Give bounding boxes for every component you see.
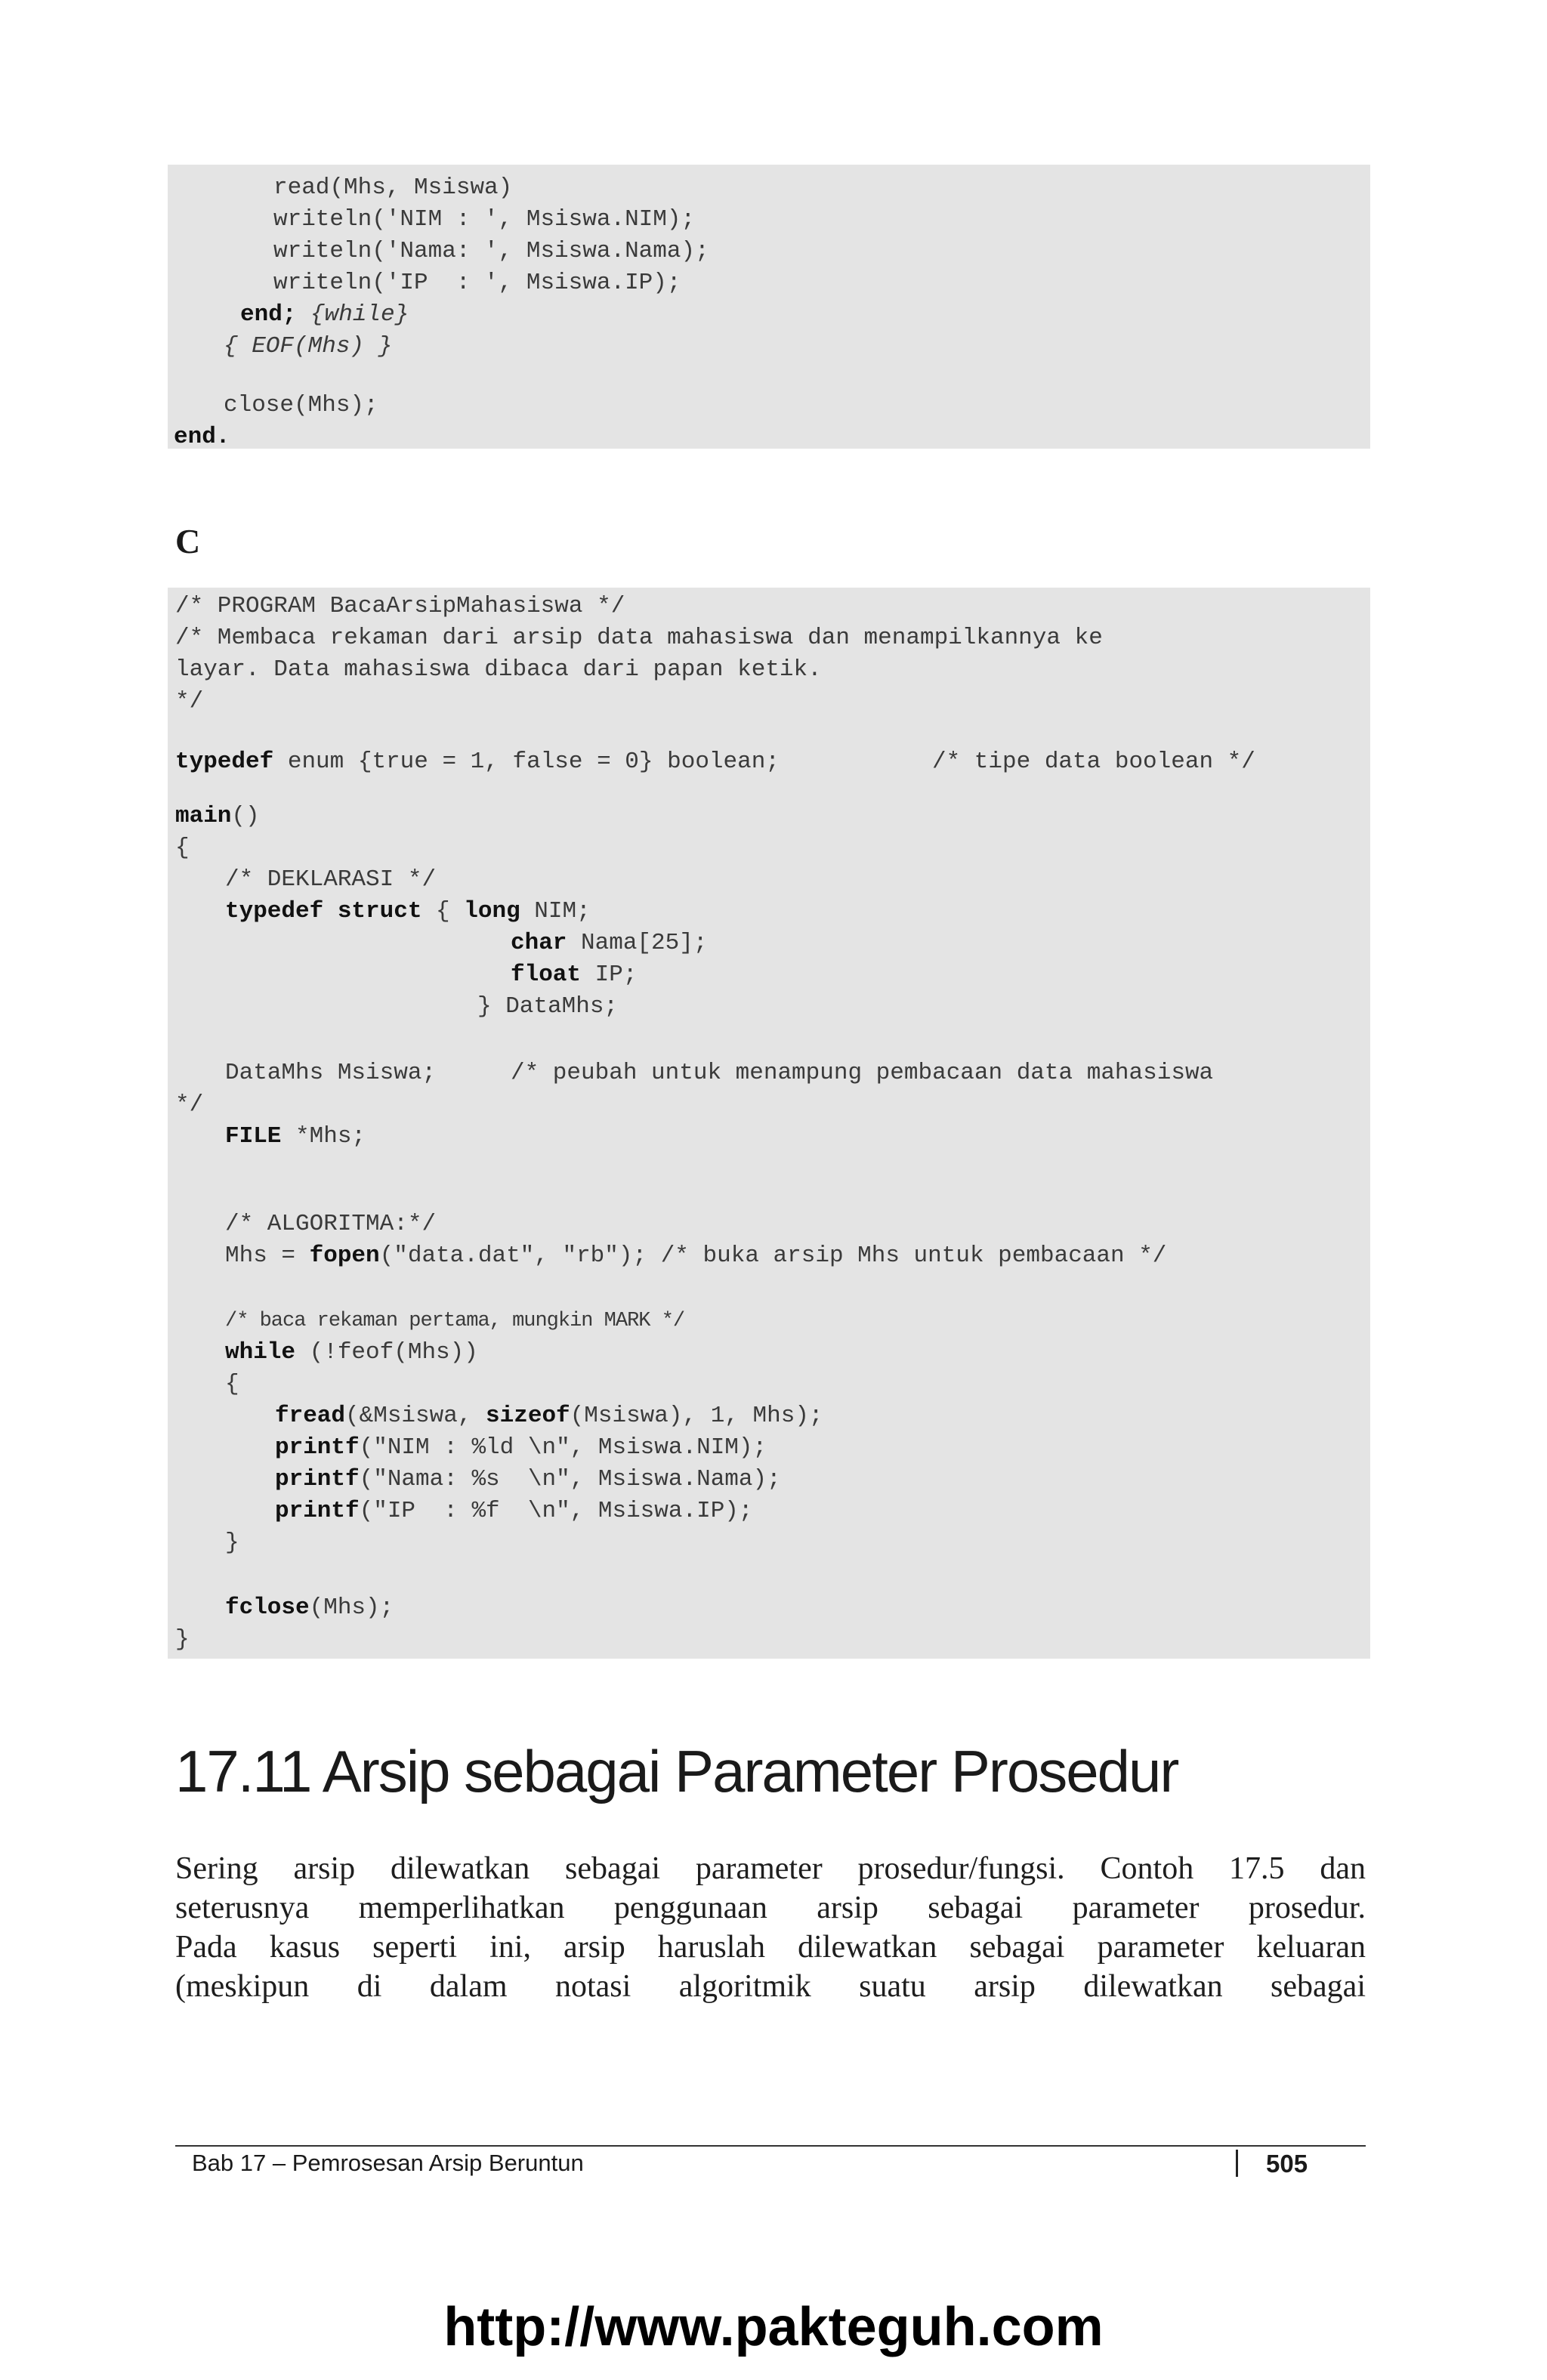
code-text: { — [421, 898, 465, 925]
code-text: enum {true = 1, false = 0} boolean; — [273, 749, 780, 775]
code-line — [225, 1121, 366, 1153]
code-line: } — [225, 1530, 239, 1556]
code-comment: /* ALGORITMA:*/ — [225, 1211, 437, 1237]
keyword-file: FILE — [225, 1123, 282, 1150]
code-line: { — [225, 1371, 239, 1397]
code-text: ("IP : %f \n", Msiswa.IP); — [359, 1498, 753, 1524]
keyword-end: end. — [174, 424, 230, 450]
code-comment: layar. Data mahasiswa dibaca dari papan ketik. — [175, 656, 822, 683]
code-text: *Mhs; — [281, 1123, 366, 1150]
code-line: } — [175, 1626, 190, 1653]
pascal-code-block — [168, 165, 1370, 449]
paragraph-line: seterusnya memperlihatkan penggunaan arsip sebagai parameter prosedur. — [175, 1891, 1366, 1925]
code-comment: /* peubah untuk menampung pembacaan data mahasiswa — [511, 1060, 1214, 1086]
code-text: (Mhs); — [309, 1594, 394, 1621]
code-text: (&Msiswa, — [345, 1403, 486, 1429]
section-heading: 17.11 Arsip sebagai Parameter Prosedur — [175, 1738, 1178, 1804]
code-comment: /* DEKLARASI */ — [225, 866, 437, 893]
code-comment: /* tipe data boolean */ — [932, 749, 1255, 775]
code-line — [225, 1592, 394, 1624]
keyword-typedef-struct: typedef struct — [225, 898, 422, 925]
code-comment: { EOF(Mhs) } — [224, 333, 393, 360]
keyword-typedef: typedef — [175, 749, 274, 775]
code-line: writeln('NIM : ', Msiswa.NIM); — [273, 206, 696, 233]
keyword-sizeof: sizeof — [486, 1403, 570, 1429]
keyword-main: main — [175, 803, 232, 829]
keyword-end: end; — [240, 301, 311, 328]
code-line: { — [175, 835, 190, 861]
code-line: writeln('Nama: ', Msiswa.Nama); — [273, 238, 709, 264]
body-paragraph — [175, 1849, 1366, 2006]
code-comment: */ — [175, 1091, 204, 1118]
code-line — [275, 1400, 823, 1432]
footer-chapter-title: Bab 17 – Pemrosesan Arsip Beruntun — [192, 2150, 584, 2176]
c-code-block — [168, 588, 1370, 1659]
code-line: writeln('IP : ', Msiswa.IP); — [273, 270, 681, 296]
paragraph-line: (meskipun di dalam notasi algoritmik suatu arsip dilewatkan sebagai — [175, 1969, 1366, 2004]
code-comment: {while} — [310, 301, 409, 328]
keyword-fopen: fopen — [309, 1242, 380, 1269]
code-comment: /* Membaca rekaman dari arsip data mahasiswa dan menampilkannya ke — [175, 625, 1103, 651]
keyword-char: char — [511, 930, 567, 956]
code-text: (Msiswa), 1, Mhs); — [570, 1403, 823, 1429]
keyword-long: long — [464, 898, 520, 925]
code-line — [175, 801, 260, 832]
code-line: } DataMhs; — [477, 993, 619, 1020]
code-text: Mhs = — [225, 1242, 310, 1269]
paragraph-line: Sering arsip dilewatkan sebagai parameter prosedur/fungsi. Contoh 17.5 dan — [175, 1851, 1366, 1886]
footer-separator — [1236, 2150, 1238, 2177]
code-text: (!feof(Mhs)) — [295, 1339, 478, 1366]
keyword-fread: fread — [275, 1403, 346, 1429]
code-line — [175, 746, 780, 778]
code-line — [275, 1432, 767, 1464]
code-line — [225, 896, 591, 928]
keyword-printf: printf — [275, 1498, 360, 1524]
code-text: ("NIM : %ld \n", Msiswa.NIM); — [359, 1434, 767, 1461]
code-text: IP; — [581, 962, 638, 988]
code-text: Nama[25]; — [567, 930, 708, 956]
code-text: ("Nama: %s \n", Msiswa.Nama); — [359, 1466, 781, 1493]
code-text: ("data.dat", "rb"); /* buka arsip Mhs untuk pembacaan */ — [379, 1242, 1167, 1269]
keyword-printf: printf — [275, 1434, 360, 1461]
code-text: NIM; — [520, 898, 591, 925]
footer-rule — [175, 2145, 1366, 2147]
code-line: DataMhs Msiswa; — [225, 1060, 437, 1086]
code-text: () — [231, 803, 260, 829]
code-line — [225, 1337, 478, 1369]
keyword-float: float — [511, 962, 582, 988]
code-line: close(Mhs); — [224, 392, 378, 418]
code-line — [511, 959, 637, 991]
keyword-while: while — [225, 1339, 296, 1366]
paragraph-line: Pada kasus seperti ini, arsip haruslah dilewatkan sebagai parameter keluaran — [175, 1930, 1366, 1965]
code-line — [275, 1496, 753, 1527]
code-line: read(Mhs, Msiswa) — [273, 174, 513, 201]
code-comment: /* PROGRAM BacaArsipMahasiswa */ — [175, 593, 625, 619]
code-line — [275, 1464, 781, 1496]
language-label: C — [175, 522, 201, 560]
code-comment: */ — [175, 688, 204, 715]
code-line — [511, 928, 707, 959]
page-number: 505 — [1266, 2150, 1308, 2178]
code-line — [225, 1240, 1166, 1272]
keyword-printf: printf — [275, 1466, 360, 1493]
code-comment: /* baca rekaman pertama, mungkin MARK */ — [225, 1310, 685, 1332]
website-url: http://www.pakteguh.com — [443, 2297, 1104, 2357]
keyword-fclose: fclose — [225, 1594, 310, 1621]
code-line — [240, 299, 409, 331]
